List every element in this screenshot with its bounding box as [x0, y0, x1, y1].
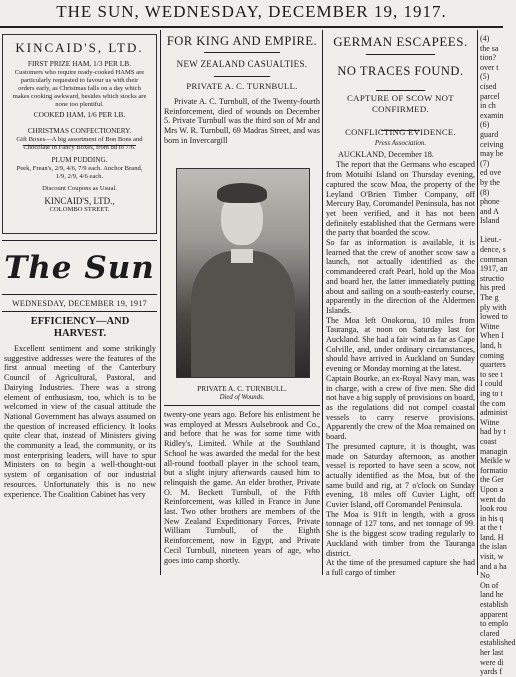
- edge-line: in ch: [480, 101, 496, 111]
- escapees-rule-2: [376, 90, 425, 91]
- the-sun-logo: The Sun: [4, 250, 155, 286]
- edge-line: and a ha: [480, 561, 507, 571]
- edge-line: his pred: [480, 283, 506, 293]
- edge-line: examin: [480, 110, 504, 120]
- pudding-heading: PLUM PUDDING.: [51, 156, 108, 164]
- king-empire-title: FOR KING AND EMPIRE.: [166, 34, 318, 48]
- escapees-headline: NO TRACES FOUND.: [337, 64, 464, 78]
- masthead-the: THE: [56, 2, 93, 21]
- edge-line: coast: [480, 436, 497, 446]
- edge-line: (4): [480, 34, 490, 43]
- dateline-rule: [2, 311, 157, 312]
- edge-line: Meikle w: [480, 456, 511, 466]
- ham-body: Customers who require ready-cooked HAMS are particularly requested to favour us with their orders early, as Christmas falls on a day which makes cooking awkward, besides which stocks are none too plentiful.: [12, 69, 147, 108]
- escapees-title: GERMAN ESCAPEES.: [333, 34, 468, 49]
- edge-line: cised: [480, 81, 497, 91]
- edge-line: clared: [480, 628, 500, 638]
- edge-line: quarters: [480, 360, 506, 370]
- dateline: WEDNESDAY, DECEMBER 19, 1917: [12, 299, 147, 308]
- edge-line: Island: [480, 216, 500, 226]
- edge-line: [480, 226, 503, 236]
- column-divider-1: [160, 30, 161, 575]
- turnbull-portrait: [176, 168, 310, 378]
- edge-line: may be: [480, 149, 504, 159]
- escapees-column: [326, 30, 475, 575]
- edge-line: the com: [480, 398, 506, 408]
- portrait-collar: [231, 249, 253, 263]
- kincaids-title: KINCAID'S, LTD.: [15, 40, 144, 55]
- edge-line: and A: [480, 206, 499, 216]
- escapees-body: The report that the Germans who escaped from Motuihi Island on Thursday evening, captured the scow Moa, the property of the Leyland O'Brien Timber Company, off Mercury Bay, Coromandel Peninsula, has not yet been verified, and it has not been definitely established that the Germans were the party that boarded the scow. So far as information is available, it is learned that the crew of another scow saw a launch, not actually identified as the commandeered craft Pearl, hold up the Moa and board her, the latter immediately putting about and sailing on a south-easterly course, apparently in the direction of the Aldermen Islands. The Moa left Onokoroa, 10 miles from Tauranga, at noon on Saturday last for Auckland. She had a fair wind as far as Cape Colville, and, under ordinary circumstances, should have arrived in Auckland on Sunday evening or Monday morning at the latest. Captain Bourke, an ex-Royal Navy man, was in charge, with a crew of five men. She did not have a big supply of provisions on board, as the regulations did not compel coastal vessels to carry reserve provisions. Apparently the crew of the Moa remained on board. The presumed capture, it is thought, was made on Saturday afternoon, as another vessel is reported to have seen a scow, not actually identified as the Moa, but of the same build and rig, at 7 o'clock on Sunday evening, 18 miles off Cuvier Light, off Cuvier Island, off Coromandel Peninsula. The Moa is 91ft in length, with a gross tonnage of 127 tons, and net tonnage of 99. She is the biggest scow trading regularly to Auckland with timber from the Tauranga district. At the time of the presumed capture she had a full cargo of timber: [326, 160, 475, 577]
- king-rule-2: [214, 76, 270, 77]
- edge-line: 1917, an: [480, 264, 508, 274]
- edge-line: the islan: [480, 542, 507, 552]
- efficiency-body: Excellent sentiment and some strikingly suggestive addresses were the features of the first annual meeting of the Canterbury Council of Agricultural, Pastoral, and Dairying Industries. There was a strong element of enthusiasm, too, which is to be welcomed in view of the casual attitude the National Government has always assumed on the question of increased efficiency. It looks quite clear that, instead of Ministers giving the community a lead, the community, or its most enterprising leaders, will have to spur Ministers on to begin a well-thought-out system of organisation of our industrial resources. Unfortunately this is no new experience. The Coalition Cabinet has very: [4, 344, 156, 499]
- caption-note: Died of Wounds.: [219, 394, 265, 401]
- edge-line: land he: [480, 590, 504, 600]
- masthead-date: WEDNESDAY, DECEMBER 19, 1917.: [144, 2, 447, 21]
- kincaids-advert: [2, 34, 157, 234]
- casualties-heading: NEW ZEALAND CASUALTIES.: [176, 59, 308, 69]
- edge-line: were di: [480, 657, 504, 667]
- edge-line: parcel: [480, 91, 500, 101]
- escapees-rule-1: [366, 54, 435, 55]
- confectionery-heading: CHRISTMAS CONFECTIONERY.: [27, 127, 132, 135]
- edge-column: [480, 34, 516, 677]
- logo-rule-top: [2, 240, 157, 241]
- edge-line: comman: [480, 254, 508, 264]
- edge-line: coming: [480, 350, 504, 360]
- edge-line: (6): [480, 120, 490, 130]
- edge-line: her last: [480, 648, 504, 657]
- masthead-paper: SUN,: [97, 2, 140, 21]
- escapees-agency: Press Association.: [374, 139, 427, 147]
- edge-line: ed ove: [480, 168, 502, 178]
- edge-line: apparent: [480, 609, 508, 619]
- edge-line: over t: [480, 62, 499, 72]
- masthead: [0, 0, 503, 24]
- efficiency-title: EFFICIENCY—AND HARVEST.: [30, 316, 130, 339]
- edge-line: managin: [480, 446, 508, 456]
- edge-line: Witne: [480, 321, 500, 331]
- edge-line: had by t: [480, 427, 506, 437]
- pudding-body: Peek, Frean's, 2/9, 4/6, 7/9 each. Anchor Brand, 1/9, 2/9, 4/6 each.: [16, 165, 143, 180]
- edge-line: establish: [480, 600, 508, 610]
- portrait-uniform: [191, 251, 295, 377]
- caption-rule: [164, 405, 320, 406]
- edge-line: guard: [480, 129, 499, 139]
- confectionery-body: Gift Boxes—A big assortment of Bon Bons and Chocolate in Fancy Boxes, from 8d to 7/6.: [16, 136, 143, 151]
- edge-line: lowed to: [480, 312, 508, 322]
- escapees-rule-3: [381, 130, 420, 131]
- edge-line: to see t: [480, 369, 503, 379]
- edge-line: (5): [480, 72, 490, 82]
- edge-line: land. H: [480, 532, 504, 542]
- edge-line: look rou: [480, 504, 507, 514]
- column-divider-2: [322, 30, 323, 575]
- edge-line: The g: [480, 293, 499, 303]
- ham-heading: FIRST PRIZE HAM, 1/3 PER LB.: [27, 59, 132, 68]
- edge-line: the sa: [480, 43, 499, 53]
- edge-line: Upon a: [480, 484, 504, 494]
- edge-line: formatio: [480, 465, 508, 475]
- edge-line: Lieut.-: [480, 235, 502, 245]
- king-rule-1: [204, 52, 280, 53]
- escapees-sub2: CONFLICTING EVIDENCE.: [345, 127, 456, 137]
- edge-line: On of: [480, 580, 499, 590]
- portrait-hair: [217, 183, 267, 203]
- column-divider-3: [477, 30, 478, 575]
- advert-rule-1: [23, 145, 136, 146]
- edge-line: When I: [480, 331, 504, 341]
- caption-name: PRIVATE A. C. TURNBULL.: [197, 384, 287, 393]
- edge-line: at the t: [480, 523, 502, 533]
- escapees-dateline: AUCKLAND, December 18.: [338, 150, 434, 160]
- edge-line: structio: [480, 273, 504, 283]
- edge-line: ceiving: [480, 139, 504, 149]
- edge-line: administ: [480, 408, 508, 418]
- private-heading: PRIVATE A. C. TURNBULL.: [186, 81, 298, 91]
- logo-rule-bottom: [2, 294, 157, 295]
- edge-line: established: [480, 638, 516, 648]
- edge-line: to emplo: [480, 619, 509, 629]
- cooked-ham: COOKED HAM, 1/6 PER LB.: [33, 110, 126, 119]
- edge-line: I could: [480, 379, 503, 389]
- discount-note: Discount Coupons as Usual.: [42, 185, 117, 192]
- edge-line: (8): [480, 187, 490, 197]
- turnbull-continued: twenty-one years ago. Before his enlistment he was employed at Messrs Aulsebrook and Co., and before that he was for some time with Ridley's, Limited. While at the Southland School he was awarded the medal for the best all-round football player in the school team, but a slight injury afterwards caused him to relinquish the game. An elder brother, Private O. M. Beckett Turnbull, of the Fifth Reinforcement, was killed in France in June last. Two other brothers are members of the New Zealand Expeditionary Forces, Private William Turnbull, of the Eighth Reinforcement, now in Egypt, and Private Cecil Turnbull, nineteen years of age, who goes into camp shortly.: [164, 410, 320, 565]
- edge-line: went do: [480, 494, 506, 504]
- turnbull-body: Private A. C. Turnbull, of the Twenty-fourth Reinforcement, died of wounds on December 5. Private Turnbull was the third son of Mr and Mrs W. R. Turnbull, 69 Madras Street, and was born in Invercargill: [164, 97, 320, 145]
- edge-line: the Ger: [480, 475, 504, 485]
- edge-line: in his q: [480, 513, 504, 523]
- edge-line: (7): [480, 158, 490, 168]
- edge-line: ply with: [480, 302, 507, 312]
- edge-line: ing to t: [480, 388, 503, 398]
- edge-line: land, h: [480, 341, 502, 350]
- edge-line: visit, w: [480, 552, 504, 562]
- edge-line: by the: [480, 177, 500, 187]
- kincaids-sign-street: COLOMBO STREET.: [49, 206, 110, 214]
- edge-line: yards f: [480, 667, 502, 677]
- masthead-rule: [0, 26, 503, 28]
- edge-line: Witne: [480, 417, 500, 427]
- escapees-sub1: CAPTURE OF SCOW NOT CONFIRMED.: [347, 93, 454, 114]
- efficiency-article: [4, 316, 156, 575]
- edge-line: tion?: [480, 53, 496, 63]
- kincaids-sign-name: KINCAID'S, LTD.,: [44, 196, 115, 206]
- edge-line: dence, s: [480, 245, 506, 255]
- edge-line: phone: [480, 197, 500, 207]
- edge-line: No: [480, 571, 490, 581]
